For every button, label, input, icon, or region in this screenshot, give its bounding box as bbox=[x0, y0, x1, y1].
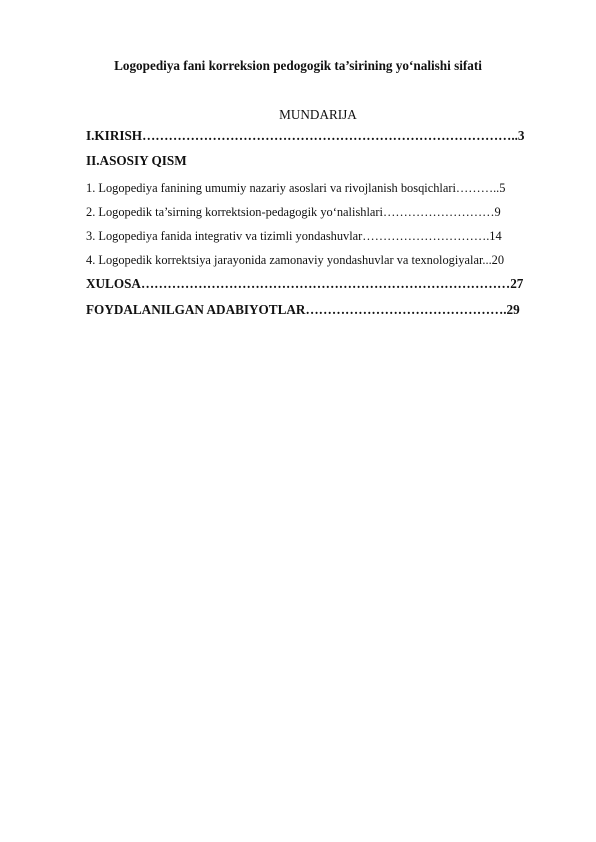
toc-heading: MUNDARIJA bbox=[279, 107, 357, 122]
toc-entry-section-4: 4. Logopedik korrektsiya jarayonida zamonaviy yondashuvlar va texnologiyalar...20 bbox=[86, 253, 505, 267]
toc-entry-introduction: I.KIRISH…………………………………………………………………………..3 bbox=[86, 128, 525, 143]
toc-entry-section-3: 3. Logopediya fanida integrativ va tizimli yondashuvlar………………………….14 bbox=[86, 229, 502, 243]
toc-entry-section-1: 1. Logopediya fanining umumiy nazariy asoslari va rivojlanish bosqichlari………..5 bbox=[86, 181, 506, 195]
toc-entry-references: FOYDALANILGAN ADABIYOTLAR……………………………………….29 bbox=[86, 302, 520, 317]
toc-entry-conclusion: XULOSA…………………………………………………………………………27 bbox=[86, 276, 524, 291]
toc-entry-main-part: II.ASOSIY QISM bbox=[86, 153, 187, 168]
toc-entry-section-2: 2. Logopedik ta’sirning korrektsion-pedagogik yo‘nalishlari………………………9 bbox=[86, 205, 501, 219]
document-title: Logopediya fani korreksion pedogogik ta’sirining yo‘nalishi sifati bbox=[114, 58, 482, 73]
